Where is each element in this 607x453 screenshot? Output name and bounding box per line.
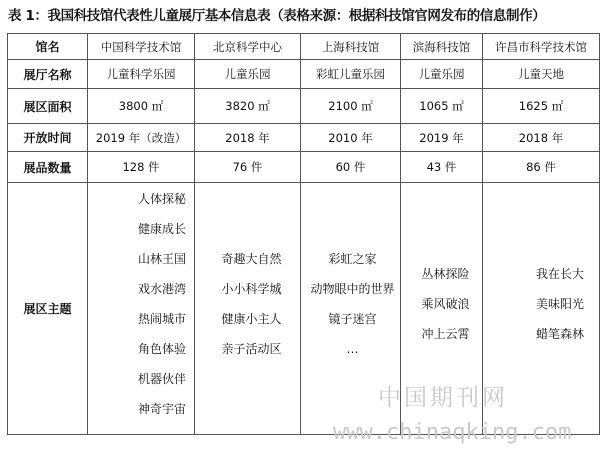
theme-list [88, 189, 194, 429]
watermark-cn: 中国期刊网 [378, 385, 508, 411]
theme-item: 乘风破浪 [421, 296, 470, 311]
table-row-area [8, 89, 600, 124]
area-cell: 1065 ㎡ [401, 89, 483, 124]
museum-name-cell: 滨海科技馆 [401, 34, 483, 60]
theme-item: 健康小主人 [221, 311, 282, 326]
table-row-count [8, 152, 600, 183]
count-cell: 43 件 [401, 152, 483, 183]
count-cell: 86 件 [483, 152, 600, 183]
table-caption: 表 1：我国科技馆代表性儿童展厅基本信息表（表格来源：根据科技馆官网发布的信息制作） [8, 8, 546, 24]
theme-item: 山林王国 [137, 251, 186, 266]
theme-item: 奇趣大自然 [221, 251, 282, 266]
theme-item: 神奇宇宙 [137, 401, 186, 416]
count-cell: 76 件 [195, 152, 301, 183]
hall-name-cell: 儿童天地 [483, 60, 600, 89]
row-header-open: 开放时间 [8, 124, 88, 152]
watermark-url: www.chinaqking.com [333, 420, 572, 445]
table-row-open [8, 124, 600, 152]
theme-item: 亲子活动区 [221, 341, 282, 356]
area-cell: 1625 ㎡ [483, 89, 600, 124]
theme-item: 热闹城市 [137, 311, 186, 326]
theme-list [301, 249, 400, 369]
theme-item: 镜子迷宫 [328, 311, 377, 326]
theme-item: 角色体验 [137, 341, 186, 356]
row-header-count: 展品数量 [8, 152, 88, 183]
hall-name-cell: 儿童科学乐园 [88, 60, 195, 89]
count-cell: 60 件 [301, 152, 401, 183]
row-header-name: 馆名 [8, 34, 88, 60]
museum-name-cell: 上海科技馆 [301, 34, 401, 60]
row-header-theme: 展区主题 [8, 183, 88, 435]
theme-item: 戏水港湾 [137, 281, 186, 296]
theme-item: 冲上云霄 [421, 326, 470, 341]
theme-item: 人体探秘 [137, 191, 186, 206]
theme-item: … [346, 341, 359, 356]
theme-item: 我在长大 [535, 266, 584, 281]
area-cell: 3820 ㎡ [195, 89, 301, 124]
theme-item: 美味阳光 [535, 296, 584, 311]
row-header-area: 展区面积 [8, 89, 88, 124]
theme-list [401, 264, 482, 354]
theme-item: 彩虹之家 [328, 251, 377, 266]
info-table [7, 33, 600, 435]
museum-name-cell: 中国科学技术馆 [88, 34, 195, 60]
hall-name-cell: 儿童乐园 [195, 60, 301, 89]
hall-name-cell: 儿童乐园 [401, 60, 483, 89]
area-cell: 2100 ㎡ [301, 89, 401, 124]
theme-list [195, 249, 300, 369]
theme-cell [88, 183, 195, 435]
row-header-hall: 展厅名称 [8, 60, 88, 89]
museum-name-cell: 北京科学中心 [195, 34, 301, 60]
museum-name-cell: 许昌市科学技术馆 [483, 34, 600, 60]
theme-item: 蜡笔森林 [535, 326, 584, 341]
open-time-cell: 2010 年 [301, 124, 401, 152]
theme-item: 丛林探险 [421, 266, 470, 281]
theme-item: 小小科学城 [221, 281, 282, 296]
table-row-hall [8, 60, 600, 89]
table-row-name [8, 34, 600, 60]
open-time-cell: 2018 年 [195, 124, 301, 152]
theme-cell [195, 183, 301, 435]
count-cell: 128 件 [88, 152, 195, 183]
theme-list [483, 264, 599, 354]
open-time-cell: 2019 年（改造） [88, 124, 195, 152]
theme-item: 健康成长 [137, 221, 186, 236]
open-time-cell: 2019 年 [401, 124, 483, 152]
open-time-cell: 2018 年 [483, 124, 600, 152]
theme-item: 机器伙伴 [137, 371, 186, 386]
area-cell: 3800 ㎡ [88, 89, 195, 124]
table-row-theme [8, 183, 600, 435]
hall-name-cell: 彩虹儿童乐园 [301, 60, 401, 89]
theme-item: 动物眼中的世界 [310, 281, 395, 296]
